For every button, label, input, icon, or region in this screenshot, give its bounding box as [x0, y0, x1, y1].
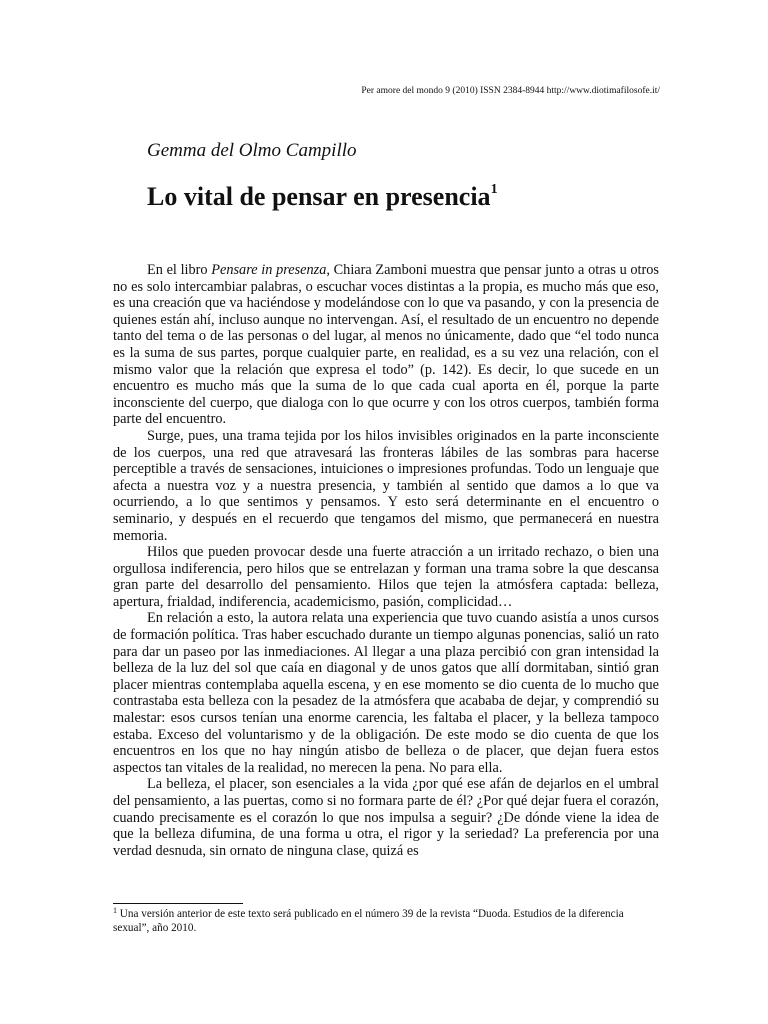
paragraph-1-intro: En el libro — [147, 262, 212, 278]
author-name: Gemma del Olmo Campillo — [147, 140, 357, 161]
paragraph-2: Surge, pues, una trama tejida por los hilos invisibles originados en la parte inconsciente de los cuerpos, una red que atravesará las fronteras lábiles de las sombras para hacerse perceptible a través de sensaciones, intuiciones o impresiones profundas. Todo un lenguaje que afecta a nuestra voz y a nuestra presencia, y también al sentido que damos a lo que va ocurriendo, a lo que sentimos y pensamos. Y esto será determinante en el encuentro o seminario, y después en el recuerdo que tengamos del mismo, que permanecerá en nuestra memoria. — [113, 427, 659, 544]
footnote-text: Una versión anterior de este texto será publicado en el número 39 de la revista “Duoda. Estudios de la diferencia sexual”, año 2010. — [113, 908, 624, 934]
journal-citation: Per amore del mondo 9 (2010) ISSN 2384-8944 http://www.diotimafilosofe.it/ — [361, 86, 660, 96]
article-title — [147, 180, 498, 214]
paragraph-4: En relación a esto, la autora relata una experiencia que tuvo cuando asistía a unos cursos de formación política. Tras haber escuchado durante un tiempo algunas ponencias, salió un rato para dar un paseo por las inmediaciones. Al llegar a una plaza percibió con gran intensidad la belleza de la luz del sol que caía en diagonal y de unos gatos que allí dormitaban, sintió gran placer mientras contemplaba aquella escena, y en ese momento se dio cuenta de lo mucho que contrastaba esta belleza con la pesadez de la atmósfera que acababa de dejar, y comprendió su malestar: esos cursos tenían una enorme carencia, les faltaba el placer, y la belleza tampoco estaba. Exceso del voluntarismo y de la obligación. De este modo se dio cuenta de que los encuentros en los que no hay ningún atisbo de belleza o de placer, que dejan fuera estos aspectos tan vitales de la realidad, no merecen la pena. No para ella. — [113, 610, 659, 776]
footnote-marker: 1 — [113, 906, 117, 915]
paragraph-3: Hilos que pueden provocar desde una fuerte atracción a un irritado rechazo, o bien una orgullosa indiferencia, pero hilos que se entrelazan y forman una trama sobre la que descansa gran parte del desarrollo del pensamiento. Hilos que tejen la atmósfera captada: belleza, apertura, frialdad, indiferencia, academicismo, pasión, complicidad… — [113, 544, 659, 610]
paragraph-1 — [113, 262, 659, 428]
title-footnote-marker: 1 — [490, 182, 498, 197]
footnote — [113, 907, 659, 935]
footnote-divider — [113, 903, 243, 904]
paragraph-5: La belleza, el placer, son esenciales a la vida ¿por qué ese afán de dejarlos en el umbral del pensamiento, a las puertas, como si no formara parte de él? ¿Por qué dejar fuera el corazón, cuando precisamente es el corazón lo que nos impulsa a seguir? ¿De dónde viene la idea de que la belleza difumina, de una forma u otra, el rigor y la seriedad? La preferencia por una verdad desnuda, sin ornato de ninguna clase, quizá es — [113, 776, 659, 859]
article-body — [113, 262, 659, 859]
paragraph-1-text: , Chiara Zamboni muestra que pensar junto a otras u otros no es solo intercambiar palabras, o escuchar voces distintas a la propia, es mucho más que eso, es una creación que va haciéndose y modelándose con lo que va pasando, y con la presencia de quienes están ahí, incluso aunque no intervengan. Así, el resultado de un encuentro no depende tanto del tema o de las personas o del lugar, al menos no únicamente, dado que “el todo nunca es la suma de sus partes, porque cualquier parte, en realidad, es a su vez una relación, con el mismo valor que la relación que expresa el todo” (p. 142). Es decir, lo que sucede en un encuentro es mucho más que la suma de lo que cada cual aporta en él, porque la parte inconsciente del cuerpo, que dialoga con lo que ocurre y con los otros cuerpos, también forma parte del encuentro. — [113, 262, 659, 428]
book-title: Pensare in presenza — [211, 262, 327, 278]
title-text: Lo vital de pensar en presencia — [147, 182, 491, 211]
